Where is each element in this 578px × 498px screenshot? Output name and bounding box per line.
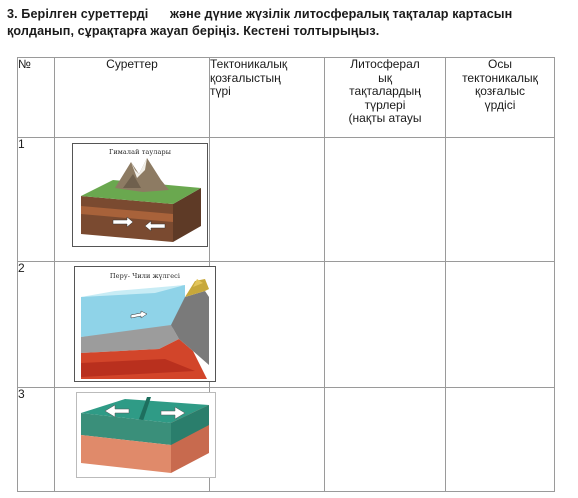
header-pictures: Суреттер <box>55 58 210 138</box>
header-process-line: қозғалыс <box>475 84 525 98</box>
peru-chile-illustration <box>74 266 216 382</box>
header-plate-names-line: (нақты атауы <box>348 111 422 125</box>
picture-caption: Перу- Чили жүлгесі <box>109 272 181 280</box>
picture-cell <box>55 388 210 492</box>
picture-cell <box>55 262 210 388</box>
row-number: 2 <box>18 262 55 388</box>
rift-illustration <box>76 392 216 478</box>
answer-table <box>17 57 555 492</box>
row-number: 3 <box>18 388 55 492</box>
header-process-line: Осы <box>488 57 512 71</box>
table-row <box>18 138 555 262</box>
header-movement-type-line: түрі <box>210 84 231 98</box>
question-line-2: қолданып, сұрақтарға жауап беріңіз. Кестені толтырыңыз. <box>7 24 380 38</box>
header-process-line: үрдісі <box>484 97 516 112</box>
picture-cell <box>55 138 210 262</box>
row-number: 1 <box>18 138 55 262</box>
answer-cell-plate-names[interactable] <box>325 262 446 388</box>
header-plate-names-line: ық <box>378 70 392 85</box>
answer-cell-movement-type[interactable] <box>210 388 325 492</box>
table-row <box>18 262 555 388</box>
himalaya-illustration <box>72 143 208 247</box>
table-header-row <box>18 58 555 138</box>
answer-cell-process[interactable] <box>446 388 555 492</box>
header-plate-names-line: тақталардың <box>349 84 421 98</box>
table-row <box>18 388 555 492</box>
header-plate-names-line: түрлері <box>364 97 406 112</box>
answer-cell-process[interactable] <box>446 138 555 262</box>
question-text <box>7 6 573 40</box>
picture-caption: Гималай таулары <box>108 148 172 156</box>
header-movement-type-line: Тектоникалық <box>210 57 288 71</box>
answer-cell-process[interactable] <box>446 262 555 388</box>
answer-cell-plate-names[interactable] <box>325 388 446 492</box>
answer-cell-movement-type[interactable] <box>210 262 325 388</box>
header-plate-names <box>325 58 446 138</box>
subduction-diagram <box>75 267 215 381</box>
header-movement-type-line: қозғалыстың <box>210 70 281 85</box>
header-plate-names-line: Литосферал <box>350 57 420 71</box>
question-line-1: 3. Берілген суреттерді және дүние жүзілік литосфералық тақталар картасын <box>7 7 513 21</box>
header-number: № <box>18 58 55 138</box>
header-process <box>446 58 555 138</box>
header-movement-type <box>210 58 325 138</box>
answer-cell-movement-type[interactable] <box>210 138 325 262</box>
divergence-diagram <box>77 393 215 477</box>
header-process-line: тектоникалық <box>462 70 538 85</box>
answer-cell-plate-names[interactable] <box>325 138 446 262</box>
